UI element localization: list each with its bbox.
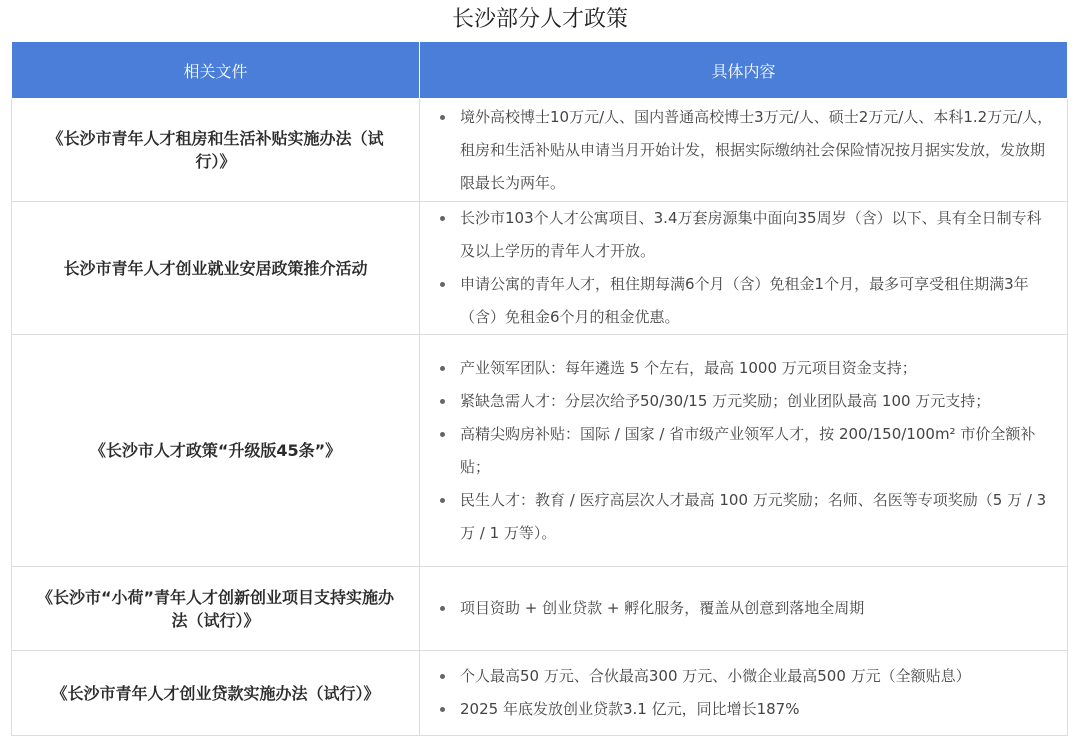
table-row <box>12 99 1068 202</box>
document-name: 长沙市青年人才创业就业安居政策推介活动 <box>12 202 420 335</box>
list-item: 申请公寓的青年人才，租住期每满6个月（含）免租金1个月，最多可享受租住期满3年（含）免租金6个月的租金优惠。 <box>438 268 1053 334</box>
table-row <box>12 651 1068 736</box>
list-item: 高精尖购房补贴：国际 / 国家 / 省市级产业领军人才，按 200/150/100m² 市价全额补贴； <box>438 418 1053 484</box>
policy-table <box>11 41 1068 736</box>
content-list <box>438 101 1053 200</box>
content-cell <box>420 567 1068 651</box>
document-name: 《长沙市青年人才租房和生活补贴实施办法（试行）》 <box>12 99 420 202</box>
table-row <box>12 202 1068 335</box>
list-item: 民生人才：教育 / 医疗高层次人才最高 100 万元奖励；名师、名医等专项奖励（5 万 / 3 万 / 1 万等）。 <box>438 484 1053 550</box>
content-list <box>438 660 1053 726</box>
list-item: 紧缺急需人才：分层次给予50/30/15 万元奖励；创业团队最高 100 万元支持； <box>438 385 1053 418</box>
list-item: 个人最高50 万元、合伙最高300 万元、小微企业最高500 万元（全额贴息） <box>438 660 1053 693</box>
list-item: 境外高校博士10万元/人、国内普通高校博士3万元/人、硕士2万元/人、本科1.2万元/人，租房和生活补贴从申请当月开始计发，根据实际缴纳社会保险情况按月据实发放，发放期限最长为两年。 <box>438 101 1053 200</box>
column-header-document: 相关文件 <box>12 42 420 99</box>
list-item: 2025 年底发放创业贷款3.1 亿元，同比增长187% <box>438 693 1053 726</box>
content-list <box>438 202 1053 334</box>
content-cell <box>420 335 1068 567</box>
document-name: 《长沙市人才政策“升级版45条”》 <box>12 335 420 567</box>
document-name: 《长沙市青年人才创业贷款实施办法（试行）》 <box>12 651 420 736</box>
table-row <box>12 335 1068 567</box>
list-item: 长沙市103个人才公寓项目、3.4万套房源集中面向35周岁（含）以下、具有全日制专科及以上学历的青年人才开放。 <box>438 202 1053 268</box>
list-item: 项目资助 + 创业贷款 + 孵化服务，覆盖从创意到落地全周期 <box>438 592 1053 625</box>
table-header-row <box>12 42 1068 99</box>
page-title: 长沙部分人才政策 <box>451 7 628 32</box>
content-list <box>438 352 1053 550</box>
content-cell <box>420 202 1068 335</box>
document-name: 《长沙市“小荷”青年人才创新创业项目支持实施办法（试行）》 <box>12 567 420 651</box>
content-cell <box>420 651 1068 736</box>
content-cell <box>420 99 1068 202</box>
column-header-content: 具体内容 <box>420 42 1068 99</box>
table-row <box>12 567 1068 651</box>
content-list <box>438 592 1053 625</box>
list-item: 产业领军团队：每年遴选 5 个左右，最高 1000 万元项目资金支持； <box>438 352 1053 385</box>
